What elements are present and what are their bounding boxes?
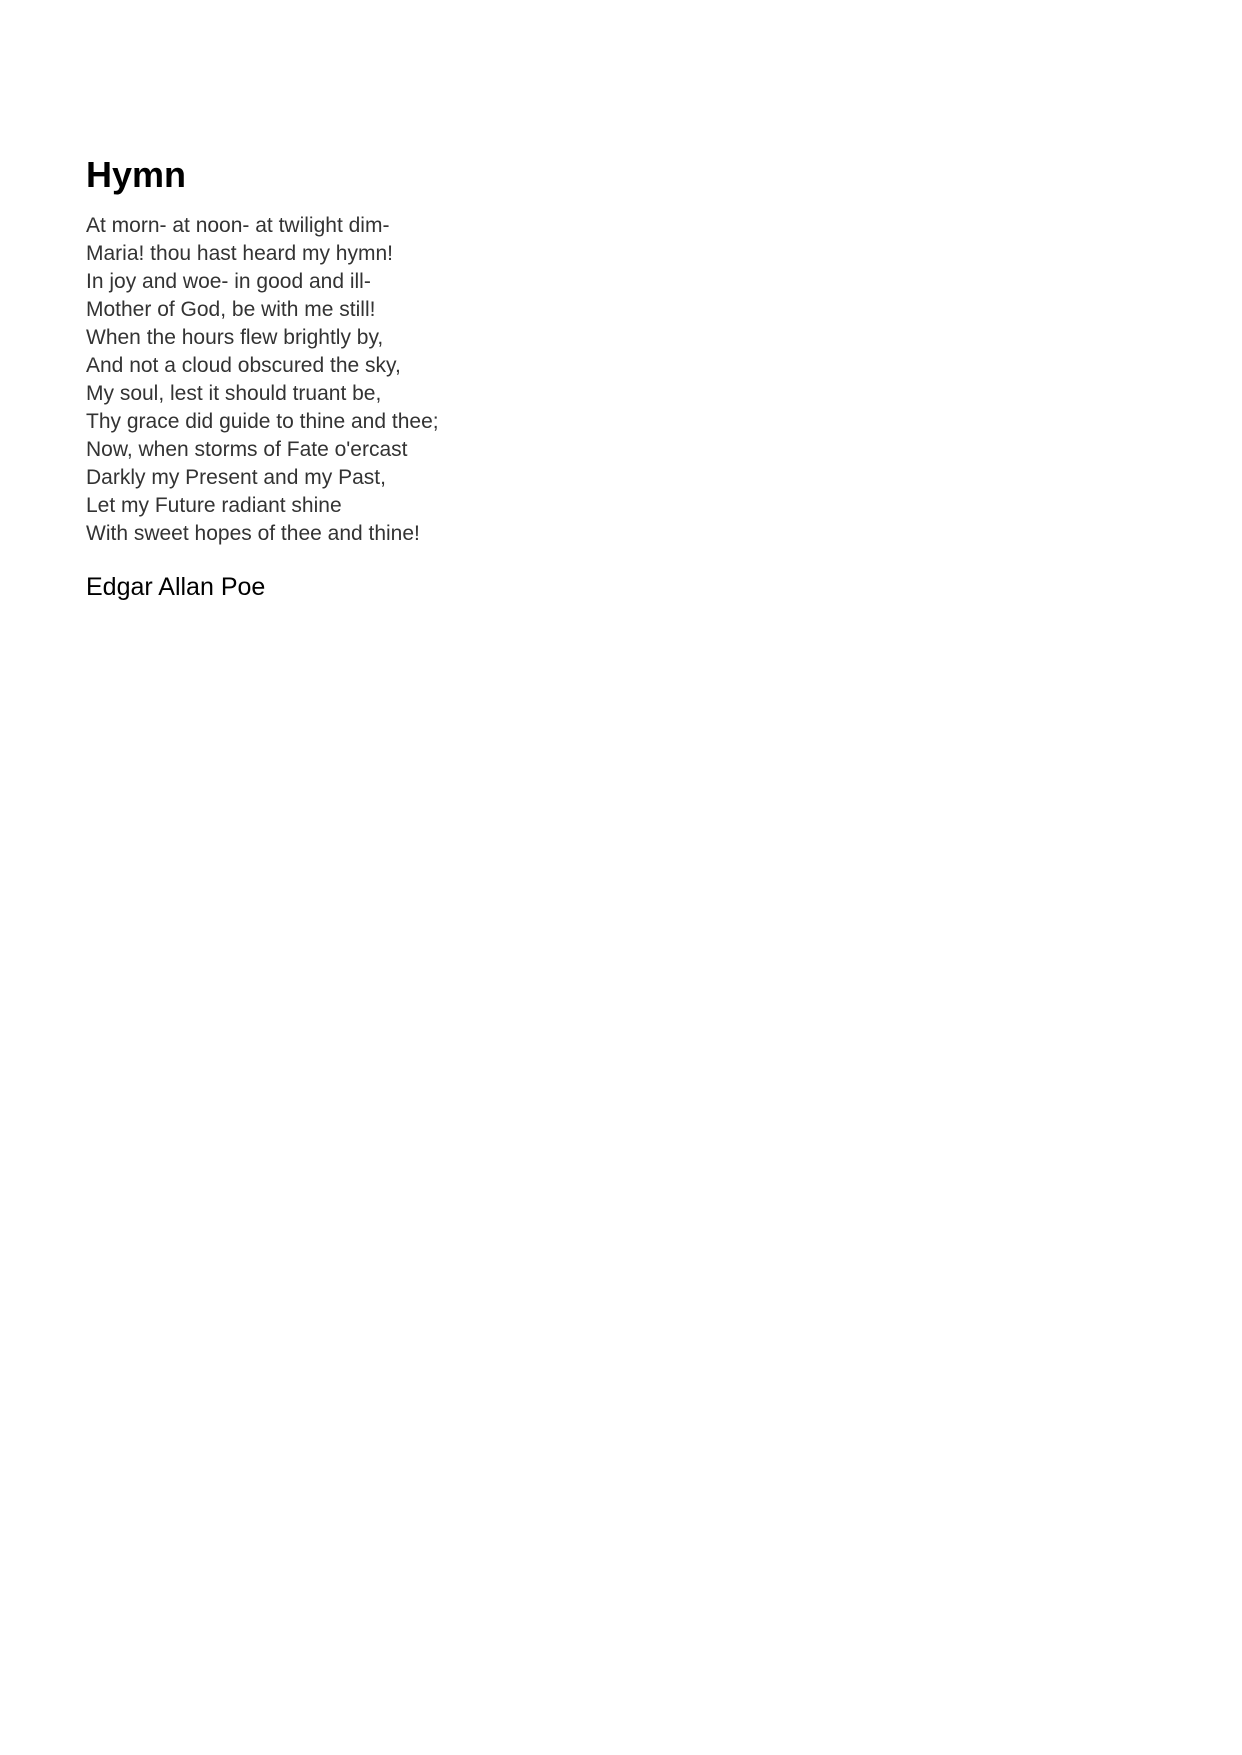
poem-line: My soul, lest it should truant be, bbox=[86, 382, 382, 405]
poem-title: Hymn bbox=[86, 154, 187, 195]
poem-line: In joy and woe- in good and ill- bbox=[86, 270, 371, 293]
poem-line: Darkly my Present and my Past, bbox=[86, 466, 386, 489]
poem-line: And not a cloud obscured the sky, bbox=[86, 354, 401, 377]
poem-line: Mother of God, be with me still! bbox=[86, 298, 376, 321]
poem-line: Maria! thou hast heard my hymn! bbox=[86, 242, 393, 265]
poem-line: With sweet hopes of thee and thine! bbox=[86, 522, 420, 545]
poem-line: Let my Future radiant shine bbox=[86, 494, 342, 517]
poem-body bbox=[86, 212, 1086, 548]
poem-line: At morn- at noon- at twilight dim- bbox=[86, 214, 390, 237]
poem-content bbox=[86, 150, 1086, 604]
poem-line: Now, when storms of Fate o'ercast bbox=[86, 438, 408, 461]
poem-line: When the hours flew brightly by, bbox=[86, 326, 384, 349]
poem-line: Thy grace did guide to thine and thee; bbox=[86, 410, 439, 433]
poem-author: Edgar Allan Poe bbox=[86, 573, 266, 601]
